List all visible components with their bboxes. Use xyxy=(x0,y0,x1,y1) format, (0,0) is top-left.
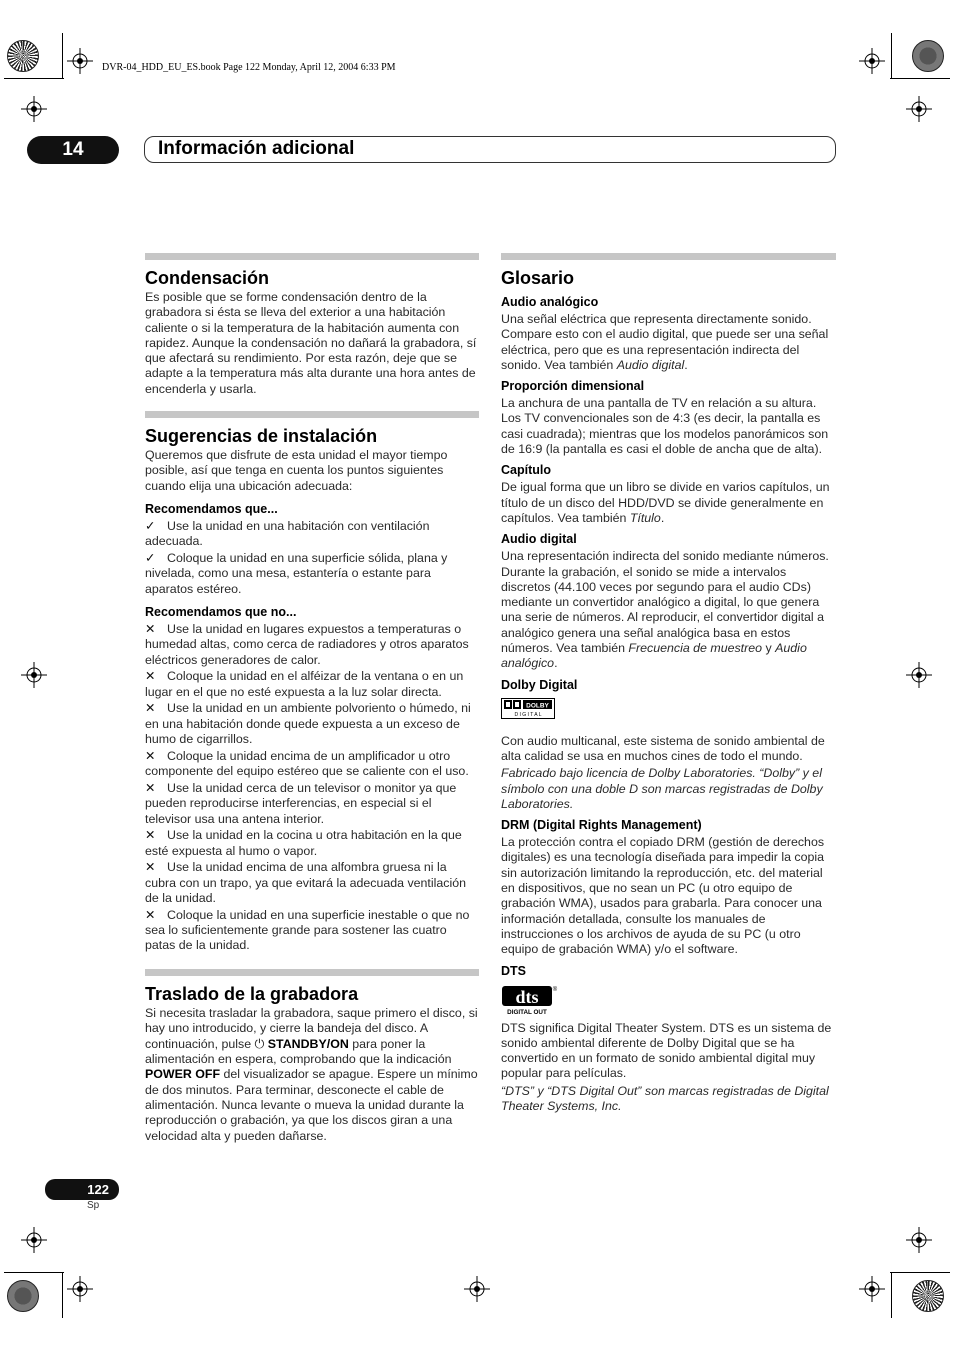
cross-icon: ✕ xyxy=(145,701,156,716)
heading-traslado: Traslado de la grabadora xyxy=(145,984,359,1005)
heading-sugerencias: Sugerencias de instalación xyxy=(145,426,378,447)
dolby-logo-subtext: D I G I T A L xyxy=(514,711,542,717)
registration-rosette-icon xyxy=(7,1280,39,1312)
check-icon: ✓ xyxy=(145,551,156,566)
term-drm: DRM (Digital Rights Management) xyxy=(501,818,702,833)
crosshair-icon xyxy=(21,96,47,122)
page-number: 122 xyxy=(45,1179,119,1200)
term-audio-analogico: Audio analógico xyxy=(501,295,599,309)
cross-icon: ✕ xyxy=(145,780,156,795)
term-proporcion: Proporción dimensional xyxy=(501,379,645,394)
definition: Con audio multicanal, este sistema de sonido ambiental de alta calidad se usa en muchos cines de todo el mundo. xyxy=(501,733,825,763)
registration-rosette-icon xyxy=(7,40,39,72)
cross-icon: ✕ xyxy=(145,860,156,875)
section-divider xyxy=(145,969,479,976)
list-item: ✕ Use la unidad encima de una alfombra gruesa ni la cubra con un trapo, ya que evitará la adecuada ventilación de la unidad. xyxy=(145,860,466,905)
list-item: ✓ Coloque la unidad en una superficie sólida, plana y nivelada, como una mesa, estantería o estante para aparatos estéreo. xyxy=(145,551,448,596)
definition: De igual forma que un libro se divide en varios capítulos, un título de un disco del HDD/DVD se divide generalmente en capítulos. Vea también Título. xyxy=(501,480,830,525)
dts-logo-subtext: DIGITAL OUT xyxy=(507,1008,547,1015)
crosshair-icon xyxy=(906,96,932,122)
term-audio-digital: Audio digital xyxy=(501,532,577,547)
trademark-note: Fabricado bajo licencia de Dolby Laboratories. “Dolby” y el símbolo con una doble D son marcas registradas de Dolby Laboratories. xyxy=(501,766,823,811)
power-icon: ⏻ xyxy=(254,1036,265,1051)
term-capitulo: Capítulo xyxy=(501,463,551,478)
crosshair-icon xyxy=(67,48,93,74)
dolby-digital-logo xyxy=(501,698,555,719)
print-header: DVR-04_HDD_EU_ES.book Page 122 Monday, April 12, 2004 6:33 PM xyxy=(102,62,396,73)
standby-on-key: STANDBY/ON xyxy=(267,1036,349,1051)
power-off-indicator: POWER OFF xyxy=(145,1067,221,1082)
list-item: ✕ Coloque la unidad en una superficie inestable o que no sea lo suficientemente grande para sostener las cuatro patas de la unidad. xyxy=(145,907,470,953)
crosshair-icon xyxy=(859,48,885,74)
registration-rosette-icon xyxy=(912,1280,944,1312)
right-column xyxy=(501,253,836,1114)
crosshair-icon xyxy=(21,662,47,688)
dts-logo-text: dts xyxy=(515,986,539,1007)
recommend-yes-heading: Recomendamos que... xyxy=(145,501,278,516)
definition: La anchura de una pantalla de TV en relación a su altura. Los TV convencionales son de 4:3 (es decir, la pantalla es casi cuadrada); mientras que los modelos panorámicos son de 16:9 (la pantalla es casi el doble de ancha que de alta). xyxy=(501,396,829,457)
term-dolby-digital: Dolby Digital xyxy=(501,677,578,692)
crop-mark xyxy=(4,1272,64,1273)
check-icon: ✓ xyxy=(145,518,156,533)
cross-icon: ✕ xyxy=(145,621,156,636)
definition: DTS significa Digital Theater System. DTS es un sistema de sonido ambiental diferente de Dolby Digital que se ha convertido en un formato de sonido ambiental digital muy popular para películas. xyxy=(501,1020,832,1081)
definition: La protección contra el copiado DRM (gestión de derechos digitales) es una tecnología diseñada para impedir la copia sin autorización limitando la reproducción, etc. del material en dispositivos, que no sean un PC (u otro equipo de grabación WMA), usados para grabarla. Para conocer una información detallada, consulte los manuales de instrucciones o los archivos de ayuda de su PC (u otro equipo de grabación WMA) y/o el software. xyxy=(501,835,825,957)
list-item: ✕ Use la unidad en la cocina u otra habitación en la que esté expuesta al humo o vapor. xyxy=(145,828,462,858)
crop-mark xyxy=(4,78,64,79)
crosshair-icon xyxy=(21,1227,47,1253)
sugerencias-intro: Queremos que disfrute de esta unidad el mayor tiempo posible, así que tenga en cuenta los puntos siguientes cuando elija una ubicación adecuada: xyxy=(145,448,448,493)
page-language: Sp xyxy=(87,1200,100,1211)
crosshair-icon xyxy=(859,1276,885,1302)
dolby-logo-text: DOLBY xyxy=(526,701,549,709)
cross-icon: ✕ xyxy=(145,748,156,763)
list-item: ✕ Coloque la unidad en el alféizar de la ventana o en un lugar en el que no esté expuesta a la luz solar directa. xyxy=(145,669,464,699)
left-column xyxy=(145,253,479,1144)
definition: Una representación indirecta del sonido mediante números. Durante la grabación, el sonido se mide a intervalos discretos (44.100 veces por segundo para el audio CDs) mediante un convertidor analógico a digital, lo que genera una serie de números. Al reproducir, el convertidor digital a analógico genera una señal analógica basa en estos números. Vea también Frecuencia de muestreo y Audio analógico. xyxy=(501,549,829,671)
section-divider xyxy=(501,253,836,260)
trademark-note: “DTS” y “DTS Digital Out” son marcas registradas de Digital Theater Systems, Inc. xyxy=(501,1083,829,1113)
crop-mark xyxy=(890,78,950,79)
chapter-title: Información adicional xyxy=(158,138,355,159)
heading-glosario: Glosario xyxy=(501,268,575,288)
list-item: ✕ Coloque la unidad encima de un amplificador u otro componente del equipo estéreo que se caliente con el uso. xyxy=(145,748,469,779)
recommend-no-heading: Recomendamos que no... xyxy=(145,604,297,619)
crop-mark xyxy=(890,1272,950,1273)
crosshair-icon xyxy=(67,1276,93,1302)
registration-rosette-icon xyxy=(912,40,944,72)
dts-digital-out-logo xyxy=(501,983,836,1015)
registered-mark: ® xyxy=(552,986,558,993)
term-dts: DTS xyxy=(501,963,526,978)
condensacion-body: Es posible que se forme condensación dentro de la grabadora si ésta se lleva del exterior a una habitación caliente o si la temperatura de la habitación aumenta con rapidez. Aunque la condensación no dañará la grabadora, sí que afectará su rendimiento. Por esta razón, deje que se adapte a la temperatura más alta durante una hora antes de encenderla y usarla. xyxy=(145,290,477,396)
chapter-number: 14 xyxy=(27,136,119,164)
crosshair-icon xyxy=(906,662,932,688)
crop-mark xyxy=(891,1272,892,1318)
section-divider xyxy=(145,253,479,260)
list-item: ✕ Use la unidad en lugares expuestos a temperaturas o humedad altas, como cerca de radiadores y otros aparatos eléctricos generadores de calor. xyxy=(145,621,469,667)
crosshair-icon xyxy=(464,1276,490,1302)
list-item: ✓ Use la unidad en una habitación con ventilación adecuada. xyxy=(145,518,430,549)
crop-mark xyxy=(62,1272,63,1318)
cross-icon: ✕ xyxy=(145,907,156,922)
crop-mark xyxy=(62,33,63,79)
crosshair-icon xyxy=(906,1227,932,1253)
cross-icon: ✕ xyxy=(145,669,156,684)
traslado-body: Si necesita trasladar la grabadora, saque primero el disco, si hay uno introducido, y cierre la bandeja del disco. A continuación, pulse ⏻ STANDBY/ON para poner la alimentación en espera, comprobando que la indicación POWER OFF del visualizador se apague. Espere un mínimo de dos minutos. Para terminar, desconecte el cable de alimentación. Nunca levante o mueva la unidad durante la reproducción o grabación, ya que los discos giran a una velocidad alta y pueden dañarse. xyxy=(145,1006,478,1143)
heading-condensacion: Condensación xyxy=(145,268,270,288)
cross-icon: ✕ xyxy=(145,828,156,843)
definition: Una señal eléctrica que representa directamente sonido. Compare esto con el audio digital, que puede ser una señal eléctrica, pero que es una representación indirecta del sonido. Vea también Audio digital. xyxy=(501,312,829,372)
crop-mark xyxy=(891,33,892,79)
list-item: ✕ Use la unidad cerca de un televisor o monitor ya que pueden reproducirse interferencias, en especial si el televisor usa una antena interior. xyxy=(145,780,457,826)
section-divider xyxy=(145,411,479,418)
list-item: ✕ Use la unidad en un ambiente polvoriento o húmedo, ni en una habitación donde quede expuesta a un exceso de humo de cigarrillos. xyxy=(145,701,471,747)
